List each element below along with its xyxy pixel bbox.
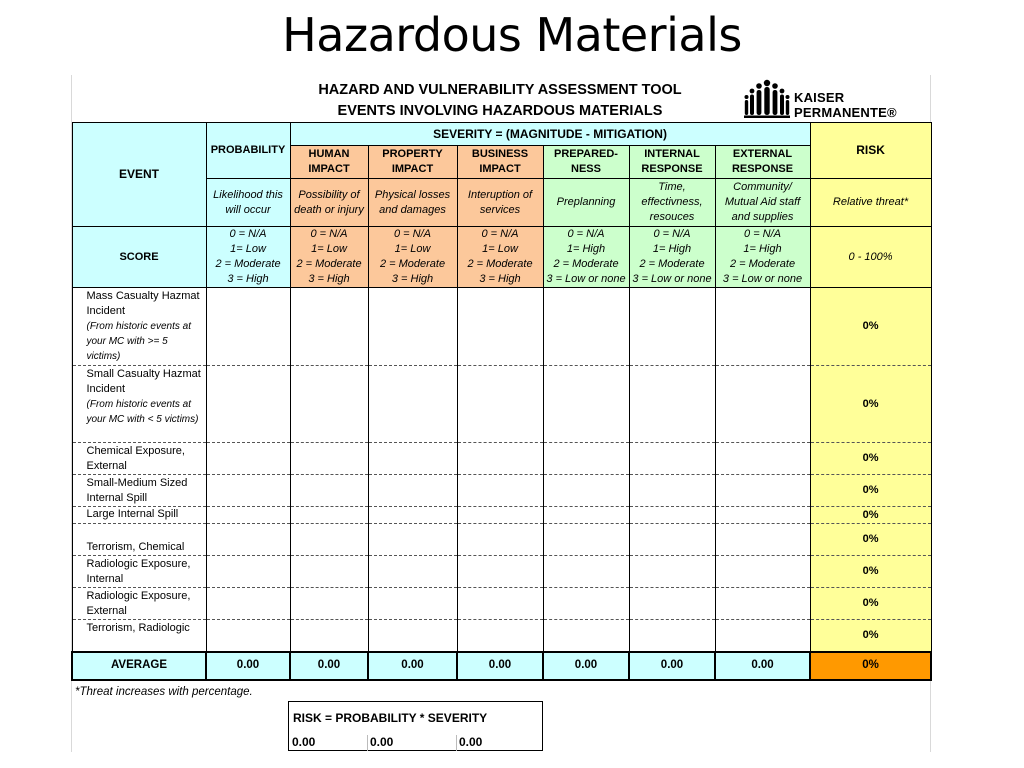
- internal-response-input[interactable]: [629, 524, 715, 556]
- risk-value: 0%: [810, 620, 931, 652]
- risk-desc: Relative threat*: [810, 179, 931, 227]
- risk-value: 0%: [810, 475, 931, 507]
- preparedness-input[interactable]: [543, 620, 629, 652]
- probability-input[interactable]: [206, 588, 290, 620]
- preparedness-input[interactable]: [543, 443, 629, 475]
- risk-value: 0%: [810, 556, 931, 588]
- probability-input[interactable]: [206, 620, 290, 652]
- probability-input[interactable]: [206, 288, 290, 366]
- internal-response-score-key: 0 = N/A 1= High 2 = Moderate 3 = Low or none: [629, 227, 715, 288]
- event-cell: Small-Medium Sized Internal Spill: [72, 475, 206, 507]
- table-row: [72, 443, 931, 475]
- internal-response-input[interactable]: [629, 288, 715, 366]
- event-cell: Terrorism, Chemical: [72, 524, 206, 556]
- human-impact-desc: Possibility of death or injury: [290, 179, 368, 227]
- external-response-input[interactable]: [715, 366, 810, 443]
- table-row: [72, 366, 931, 443]
- preparedness-input[interactable]: [543, 556, 629, 588]
- average-probability: 0.00: [206, 652, 290, 680]
- business-impact-input[interactable]: [457, 588, 543, 620]
- formula-severity-value: 0.00: [370, 735, 394, 749]
- risk-value: 0%: [810, 588, 931, 620]
- probability-score-key: 0 = N/A 1= Low 2 = Moderate 3 = High: [206, 227, 290, 288]
- human-impact-input[interactable]: [290, 366, 368, 443]
- preparedness-input[interactable]: [543, 475, 629, 507]
- internal-response-desc: Time, effectivness, resouces: [629, 179, 715, 227]
- logo-wordmark: KAISER PERMANENTE®: [794, 90, 897, 120]
- property-impact-input[interactable]: [368, 475, 457, 507]
- probability-input[interactable]: [206, 366, 290, 443]
- score-label: SCORE: [72, 227, 206, 288]
- external-response-input[interactable]: [715, 288, 810, 366]
- human-impact-score-key: 0 = N/A 1= Low 2 = Moderate 3 = High: [290, 227, 368, 288]
- formula-probability-value: 0.00: [292, 735, 316, 749]
- severity-header: SEVERITY = (MAGNITUDE - MITIGATION): [290, 123, 810, 146]
- business-impact-input[interactable]: [457, 288, 543, 366]
- preparedness-desc: Preplanning: [543, 179, 629, 227]
- slide-title: Hazardous Materials: [282, 8, 742, 62]
- probability-input[interactable]: [206, 507, 290, 524]
- business-impact-input[interactable]: [457, 443, 543, 475]
- kaiser-permanente-logo: [744, 79, 897, 123]
- event-cell: Chemical Exposure, External: [72, 443, 206, 475]
- human-impact-input[interactable]: [290, 524, 368, 556]
- internal-response-header: INTERNAL RESPONSE: [629, 146, 715, 179]
- internal-response-input[interactable]: [629, 507, 715, 524]
- property-impact-input[interactable]: [368, 588, 457, 620]
- risk-value: 0%: [810, 507, 931, 524]
- internal-response-input[interactable]: [629, 475, 715, 507]
- event-cell: Radiologic Exposure, Internal: [72, 556, 206, 588]
- human-impact-header: HUMAN IMPACT: [290, 146, 368, 179]
- human-impact-input[interactable]: [290, 507, 368, 524]
- preparedness-input[interactable]: [543, 507, 629, 524]
- external-response-input[interactable]: [715, 524, 810, 556]
- property-impact-input[interactable]: [368, 556, 457, 588]
- footnote: *Threat increases with percentage.: [75, 686, 253, 698]
- property-impact-input[interactable]: [368, 524, 457, 556]
- risk-header: RISK: [810, 123, 931, 179]
- probability-input[interactable]: [206, 524, 290, 556]
- preparedness-input[interactable]: [543, 588, 629, 620]
- table-row: [72, 475, 931, 507]
- table-row: [72, 524, 931, 556]
- internal-response-input[interactable]: [629, 366, 715, 443]
- external-response-score-key: 0 = N/A 1= High 2 = Moderate 3 = Low or none: [715, 227, 810, 288]
- human-impact-input[interactable]: [290, 288, 368, 366]
- human-impact-input[interactable]: [290, 588, 368, 620]
- table-row: [72, 620, 931, 652]
- probability-desc: Likelihood this will occur: [206, 179, 290, 227]
- average-risk: 0%: [810, 652, 931, 680]
- probability-header: PROBABILITY: [206, 123, 290, 179]
- business-impact-header: BUSINESS IMPACT: [457, 146, 543, 179]
- risk-score-range: 0 - 100%: [810, 227, 931, 288]
- event-header: EVENT: [72, 123, 206, 227]
- business-impact-input[interactable]: [457, 524, 543, 556]
- kp-people-icon: [744, 79, 790, 119]
- formula-values: [289, 735, 542, 751]
- business-impact-desc: Interuption of services: [457, 179, 543, 227]
- average-human-impact: 0.00: [290, 652, 368, 680]
- business-impact-input[interactable]: [457, 366, 543, 443]
- human-impact-input[interactable]: [290, 620, 368, 652]
- property-impact-input[interactable]: [368, 507, 457, 524]
- business-impact-score-key: 0 = N/A 1= Low 2 = Moderate 3 = High: [457, 227, 543, 288]
- risk-value: 0%: [810, 443, 931, 475]
- average-internal-response: 0.00: [629, 652, 715, 680]
- probability-input[interactable]: [206, 475, 290, 507]
- average-external-response: 0.00: [715, 652, 810, 680]
- score-row: [72, 227, 931, 288]
- external-response-header: EXTERNAL RESPONSE: [715, 146, 810, 179]
- external-response-input[interactable]: [715, 556, 810, 588]
- human-impact-input[interactable]: [290, 443, 368, 475]
- event-cell: Terrorism, Radiologic: [72, 620, 206, 652]
- property-impact-input[interactable]: [368, 366, 457, 443]
- preparedness-input[interactable]: [543, 366, 629, 443]
- event-cell: Mass Casualty Hazmat Incident (From historic events at your MC with >= 5 victims): [72, 288, 206, 366]
- probability-input[interactable]: [206, 443, 290, 475]
- external-response-input[interactable]: [715, 507, 810, 524]
- table-row: [72, 588, 931, 620]
- property-impact-desc: Physical losses and damages: [368, 179, 457, 227]
- average-preparedness: 0.00: [543, 652, 629, 680]
- table-row: [72, 556, 931, 588]
- tool-title: HAZARD AND VULNERABILITY ASSESSMENT TOOL: [318, 82, 682, 98]
- internal-response-input[interactable]: [629, 556, 715, 588]
- average-business-impact: 0.00: [457, 652, 543, 680]
- internal-response-input[interactable]: [629, 443, 715, 475]
- property-impact-header: PROPERTY IMPACT: [368, 146, 457, 179]
- property-impact-score-key: 0 = N/A 1= Low 2 = Moderate 3 = High: [368, 227, 457, 288]
- property-impact-input[interactable]: [368, 443, 457, 475]
- average-row: [72, 652, 931, 680]
- risk-value: 0%: [810, 524, 931, 556]
- human-impact-input[interactable]: [290, 556, 368, 588]
- preparedness-input[interactable]: [543, 524, 629, 556]
- hva-table: [71, 122, 932, 681]
- average-property-impact: 0.00: [368, 652, 457, 680]
- probability-input[interactable]: [206, 556, 290, 588]
- property-impact-input[interactable]: [368, 288, 457, 366]
- formula-risk-value: 0.00: [459, 735, 483, 749]
- business-impact-input[interactable]: [457, 556, 543, 588]
- risk-value: 0%: [810, 288, 931, 366]
- risk-value: 0%: [810, 366, 931, 443]
- risk-formula-box: [288, 701, 543, 751]
- external-response-desc: Community/ Mutual Aid staff and supplies: [715, 179, 810, 227]
- preparedness-input[interactable]: [543, 288, 629, 366]
- table-row: [72, 507, 931, 524]
- external-response-input[interactable]: [715, 443, 810, 475]
- average-label: AVERAGE: [72, 652, 206, 680]
- risk-formula: RISK = PROBABILITY * SEVERITY: [293, 711, 488, 725]
- business-impact-input[interactable]: [457, 620, 543, 652]
- business-impact-input[interactable]: [457, 507, 543, 524]
- human-impact-input[interactable]: [290, 475, 368, 507]
- external-response-input[interactable]: [715, 588, 810, 620]
- event-cell: Small Casualty Hazmat Incident (From historic events at your MC with < 5 victims): [72, 366, 206, 443]
- internal-response-input[interactable]: [629, 588, 715, 620]
- preparedness-score-key: 0 = N/A 1= High 2 = Moderate 3 = Low or none: [543, 227, 629, 288]
- internal-response-input[interactable]: [629, 620, 715, 652]
- table-row: [72, 288, 931, 366]
- external-response-input[interactable]: [715, 620, 810, 652]
- tool-subtitle: EVENTS INVOLVING HAZARDOUS MATERIALS: [337, 103, 663, 119]
- preparedness-header: PREPARED-NESS: [543, 146, 629, 179]
- event-cell: Large Internal Spill: [72, 507, 206, 524]
- business-impact-input[interactable]: [457, 475, 543, 507]
- property-impact-input[interactable]: [368, 620, 457, 652]
- event-cell: Radiologic Exposure, External: [72, 588, 206, 620]
- external-response-input[interactable]: [715, 475, 810, 507]
